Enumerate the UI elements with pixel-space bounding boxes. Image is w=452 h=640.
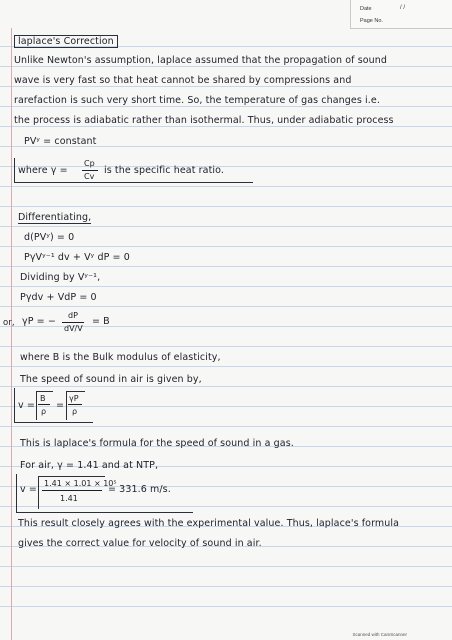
where-gamma-prefix: where γ = [18,165,68,176]
air-values-text: For air, γ = 1.41 and at NTP, [20,460,159,471]
para1-line1: Unlike Newton's assumption, laplace assumed that the propagation of sound [14,55,388,66]
para1-line3: rarefaction is such very short time. So, the temperature of gas changes i.e. [14,95,380,106]
eq-v-den1: ρ [41,407,47,416]
eq-pv-constant: PVʸ = constant [24,136,97,147]
gamma-numerator: Cp [84,159,95,168]
page-no-label: Page No. [360,18,383,24]
eq-v-num1: B [40,394,46,403]
eq-num-numerator: 1.41 × 1.01 × 10⁵ [44,479,117,488]
where-gamma-suffix: is the specific heat ratio. [104,165,225,176]
eq4-denominator: dV/V [64,324,83,333]
margin-line [11,28,12,640]
gamma-denominator: Cv [84,172,95,181]
eq-num-box [16,474,193,513]
where-b-text: where B is the Bulk modulus of elasticity, [20,352,221,363]
eq-diff-3: Pγdv + VdP = 0 [20,292,97,303]
conclusion-line1: This result closely agrees with the experimental value. Thus, laplace's formula [18,518,400,529]
eq-v-num2: γP [69,394,79,403]
eq-diff-1: d(PVʸ) = 0 [24,232,75,243]
eq-diff-2: PγVʸ⁻¹ dv + Vʸ dP = 0 [24,252,130,263]
eq-num-denominator: 1.41 [60,494,78,503]
date-label: Date [360,6,372,12]
eq-v-box [14,388,93,423]
eq-num-result: = 331.6 m/s. [108,484,171,495]
laplace-formula-text: This is laplace's formula for the speed of sound in a gas. [20,438,294,449]
eq-v-equals: = [56,400,65,411]
eq-v-label: v = [18,400,35,411]
speed-text: The speed of sound in air is given by, [20,374,202,385]
eq-num-v-label: v = [20,484,37,495]
eq4-numerator: dP [68,311,78,320]
eq4-rhs: = B [92,316,110,327]
where-gamma-box [14,158,253,183]
page-title: laplace's Correction [14,35,118,48]
scanner-watermark: Scanned with CamScanner [352,632,407,637]
eq4-lhs: γP = − [22,316,56,327]
dividing-text: Dividing by Vʸ⁻¹, [20,272,101,283]
date-slashes: / / [400,5,406,11]
conclusion-line2: gives the correct value for velocity of sound in air. [18,538,262,549]
or-label: or, [3,318,15,328]
para1-line2: wave is very fast so that heat cannot be shared by compressions and [14,75,352,86]
para1-line4: the process is adiabatic rather than isothermal. Thus, under adiabatic process [14,115,394,126]
diff-heading: Differentiating, [18,212,92,223]
eq-v-den2: ρ [72,407,78,416]
